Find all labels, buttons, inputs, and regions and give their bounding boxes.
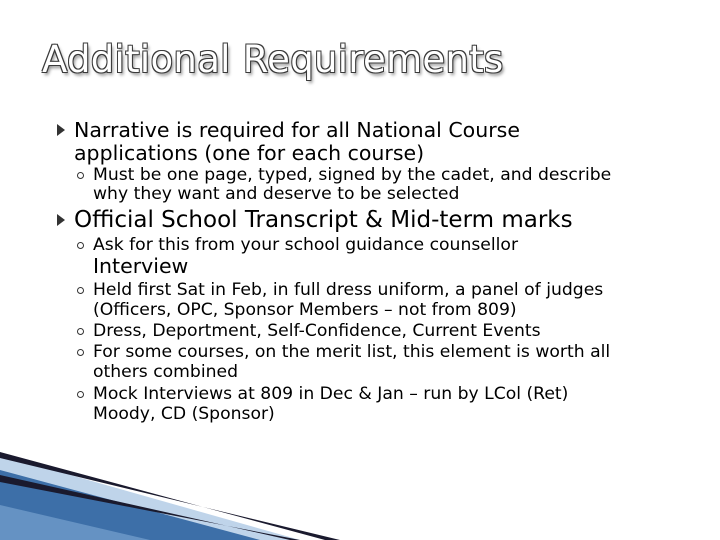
bullet-1-line-1: Narrative is required for all National Course <box>74 118 520 142</box>
sub-bullet-1-1-line-1: Must be one page, typed, signed by the cadet, and describe <box>93 165 612 185</box>
interview-heading: Interview <box>93 254 189 278</box>
sub-bullet-1-1-line-2: why they want and deserve to be selected <box>93 184 460 204</box>
slide-title: Additional Requirements <box>42 38 504 81</box>
sub-bullet-3-1-line-2: (Officers, OPC, Sponsor Members – not from 809) <box>93 300 517 320</box>
sub-bullet-2-1-line-1: Ask for this from your school guidance counsellor <box>93 235 519 255</box>
sub-bullet-3-4-line-2: Moody, CD (Sponsor) <box>93 404 275 424</box>
sub-bullet-3-1-line-1: Held first Sat in Feb, in full dress uniform, a panel of judges <box>93 280 604 300</box>
sub-bullet-3-3-line-1: For some courses, on the merit list, this element is worth all <box>93 342 611 362</box>
sub-bullet-3-3-line-2: others combined <box>93 362 238 382</box>
bullet-1-line-2: applications (one for each course) <box>74 141 425 165</box>
sub-bullet-3-4-line-1: Mock Interviews at 809 in Dec & Jan – run by LCol (Ret) <box>93 384 569 404</box>
sub-bullet-3-2-line-1: Dress, Deportment, Self-Confidence, Current Events <box>93 321 541 341</box>
bullet-2-line-1: Official School Transcript & Mid-term marks <box>74 207 573 233</box>
